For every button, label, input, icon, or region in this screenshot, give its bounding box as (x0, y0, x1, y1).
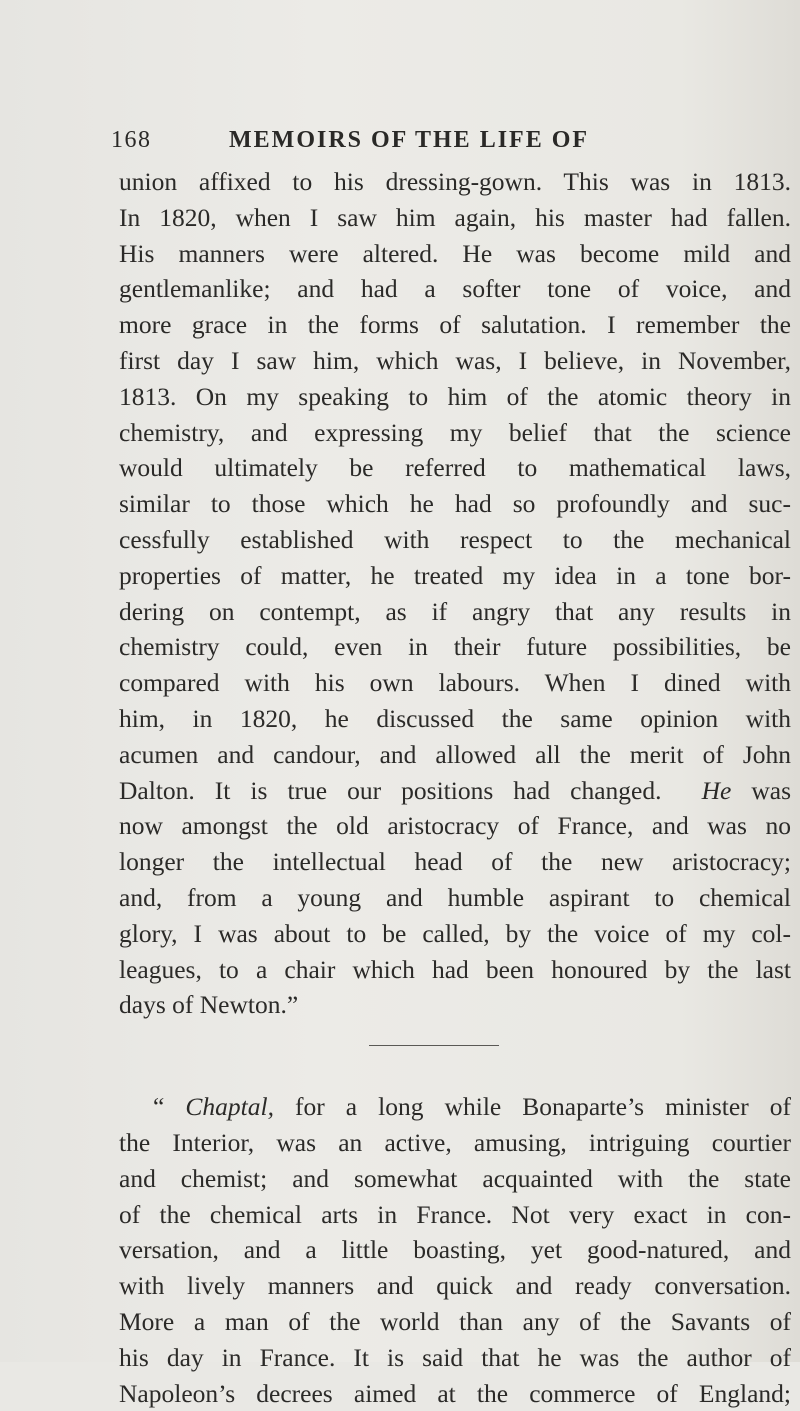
text-line: the Interior, was an active, amusing, intriguing courtier (119, 1125, 791, 1161)
text-line-mixed (119, 773, 791, 809)
text-line: union affixed to his dressing-gown. This was in 1813. (119, 164, 791, 200)
text-line: leagues, to a chair which had been honoured by the last (119, 952, 791, 988)
body-text (119, 164, 791, 1411)
text-line: versation, and a little boasting, yet good-natured, and (119, 1232, 791, 1268)
text-line: similar to those which he had so profoundly and suc- (119, 486, 791, 522)
text-line: compared with his own labours. When I dined with (119, 665, 791, 701)
text-line: him, in 1820, he discussed the same opinion with (119, 701, 791, 737)
divider-rule (369, 1045, 499, 1046)
text-line: more grace in the forms of salutation. I remember the (119, 307, 791, 343)
text-line: In 1820, when I saw him again, his master had fallen. (119, 200, 791, 236)
text-line: glory, I was about to be called, by the voice of my col- (119, 916, 791, 952)
text-segment: for a long while Bonaparte’s minister of (274, 1092, 791, 1121)
text-line: More a man of the world than any of the Savants of (119, 1304, 791, 1340)
page-number: 168 (111, 127, 152, 154)
running-title: MEMOIRS OF THE LIFE OF (229, 127, 589, 154)
text-line: cessfully established with respect to the mechanical (119, 522, 791, 558)
text-line: His manners were altered. He was become mild and (119, 236, 791, 272)
text-line: dering on contempt, as if angry that any results in (119, 594, 791, 630)
text-line-mixed (119, 1089, 791, 1125)
text-line: his day in France. It is said that he was the author of (119, 1340, 791, 1376)
text-line: longer the intellectual head of the new aristocracy; (119, 844, 791, 880)
italic-pronoun: He (702, 776, 732, 805)
text-line: and, from a young and humble aspirant to chemical (119, 880, 791, 916)
text-line: would ultimately be referred to mathematical laws, (119, 450, 791, 486)
text-line: days of Newton.” (119, 987, 791, 1023)
text-segment: Dalton. It is true our positions had changed. (119, 776, 662, 805)
text-line: 1813. On my speaking to him of the atomic theory in (119, 379, 791, 415)
text-line: Napoleon’s decrees aimed at the commerce of England; (119, 1376, 791, 1411)
text-line: acumen and candour, and allowed all the merit of John (119, 737, 791, 773)
text-line: first day I saw him, which was, I believe, in November, (119, 343, 791, 379)
section-break (119, 1045, 791, 1089)
text-line: gentlemanlike; and had a softer tone of voice, and (119, 271, 791, 307)
text-line: now amongst the old aristocracy of France, and was no (119, 808, 791, 844)
text-line: chemistry could, even in their future possibilities, be (119, 629, 791, 665)
italic-name: Chaptal, (185, 1092, 274, 1121)
open-quote: “ (153, 1092, 164, 1121)
running-head (111, 127, 691, 157)
text-segment: was (731, 776, 791, 805)
text-line: and chemist; and somewhat acquainted with the state (119, 1161, 791, 1197)
paragraph-2 (119, 1089, 791, 1411)
text-line: properties of matter, he treated my idea in a tone bor- (119, 558, 791, 594)
text-line: of the chemical arts in France. Not very exact in con- (119, 1197, 791, 1233)
text-line: chemistry, and expressing my belief that the science (119, 415, 791, 451)
text-line: with lively manners and quick and ready conversation. (119, 1268, 791, 1304)
paragraph-1 (119, 164, 791, 1023)
